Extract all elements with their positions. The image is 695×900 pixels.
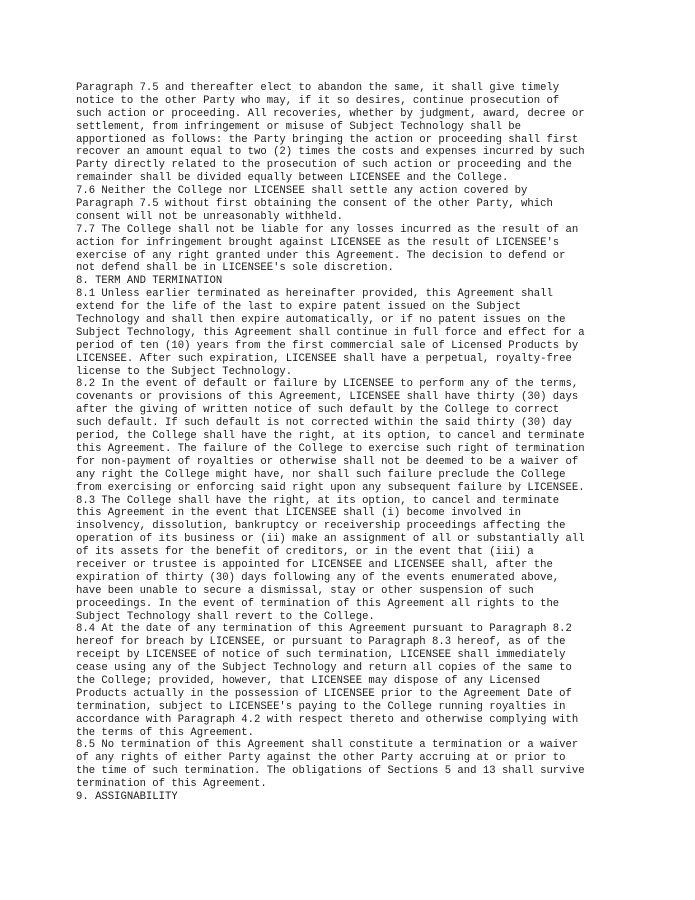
text-line: have been unable to secure a dismissal, stay or other suspension of such xyxy=(76,584,534,597)
text-line: period, the College shall have the right, at its option, to cancel and terminate xyxy=(76,430,585,443)
text-line: of any rights of either Party against the other Party accruing at or prior to xyxy=(76,752,566,765)
text-line: Products actually in the possession of LICENSEE prior to the Agreement Date of xyxy=(76,687,572,700)
text-line: proceedings. In the event of termination of this Agreement all rights to the xyxy=(76,597,560,610)
text-line: after the giving of written notice of such default by the College to correct xyxy=(76,404,560,417)
text-line: for non-payment of royalties or otherwise shall not be deemed to be a waiver of xyxy=(76,455,579,468)
text-line: insolvency, dissolution, bankruptcy or receivership proceedings affecting the xyxy=(76,520,566,533)
text-line: Paragraph 7.5 without first obtaining the consent of the other Party, which xyxy=(76,198,553,211)
text-line: LICENSEE. After such expiration, LICENSEE shall have a perpetual, royalty-free xyxy=(76,352,572,365)
text-line: recover an amount equal to two (2) times the costs and expenses incurred by such xyxy=(76,146,585,159)
text-line: operation of its business or (ii) make an assignment of all or substantially all xyxy=(76,533,585,546)
text-line: receipt by LICENSEE of notice of such termination, LICENSEE shall immediately xyxy=(76,649,566,662)
text-line: hereof for breach by LICENSEE, or pursuant to Paragraph 8.3 hereof, as of the xyxy=(76,636,566,649)
text-line: exercise of any right granted under this Agreement. The decision to defend or xyxy=(76,249,566,262)
clause-8-3-line: 8.3 The College shall have the right, at its option, to cancel and terminate xyxy=(76,494,560,507)
section-8-heading: 8. TERM AND TERMINATION xyxy=(76,275,223,288)
text-line: this Agreement in the event that LICENSEE shall (i) become involved in xyxy=(76,507,522,520)
text-line: accordance with Paragraph 4.2 with respect thereto and otherwise complying with xyxy=(76,713,579,726)
text-line: consent will not be unreasonably withheld. xyxy=(76,210,344,223)
text-line: the College; provided, however, that LICENSEE may dispose of any Licensed xyxy=(76,674,541,687)
text-line: license to the Subject Technology. xyxy=(76,365,293,378)
text-line: from exercising or enforcing said right upon any subsequent failure by LICENSEE. xyxy=(76,481,585,494)
clause-8-5-line: 8.5 No termination of this Agreement shall constitute a termination or a waiver xyxy=(76,739,579,752)
text-line: not defend shall be in LICENSEE's sole discretion. xyxy=(76,262,394,275)
document-body xyxy=(76,82,636,804)
text-line: action for infringement brought against LICENSEE as the result of LICENSEE's xyxy=(76,236,560,249)
text-line: notice to the other Party who may, if it so desires, continue prosecution of xyxy=(76,94,560,107)
text-line: settlement, from infringement or misuse of Subject Technology shall be xyxy=(76,120,522,133)
text-line: the terms of this Agreement. xyxy=(76,726,255,739)
text-line: Subject Technology, this Agreement shall continue in full force and effect for a xyxy=(76,326,585,339)
text-line: termination, subject to LICENSEE's paying to the College running royalties in xyxy=(76,700,566,713)
clause-7-7-line: 7.7 The College shall not be liable for any losses incurred as the result of an xyxy=(76,223,579,236)
text-line: Technology and shall then expire automatically, or if no patent issues on the xyxy=(76,314,566,327)
text-line: any right the College might have, nor shall such failure preclude the College xyxy=(76,468,566,481)
text-line: receiver or trustee is appointed for LICENSEE and LICENSEE shall, after the xyxy=(76,558,553,571)
text-line: termination of this Agreement. xyxy=(76,778,267,791)
text-line: Party directly related to the prosecution of such action or proceeding and the xyxy=(76,159,572,172)
text-line: extend for the life of the last to expire patent issued on the Subject xyxy=(76,301,522,314)
text-line: apportioned as follows: the Party bringing the action or proceeding shall first xyxy=(76,133,579,146)
text-line: remainder shall be divided equally between LICENSEE and the College. xyxy=(76,172,509,185)
text-line: of its assets for the benefit of creditors, or in the event that (iii) a xyxy=(76,546,534,559)
text-line: this Agreement. The failure of the College to exercise such right of termination xyxy=(76,442,585,455)
text-line: such action or proceeding. All recoveries, whether by judgment, award, decree or xyxy=(76,107,585,120)
text-line: Subject Technology shall revert to the College. xyxy=(76,610,375,623)
clause-8-4-line: 8.4 At the date of any termination of this Agreement pursuant to Paragraph 8.2 xyxy=(76,623,572,636)
clause-8-1-line: 8.1 Unless earlier terminated as hereinafter provided, this Agreement shall xyxy=(76,288,553,301)
text-line: Paragraph 7.5 and thereafter elect to abandon the same, it shall give timely xyxy=(76,82,560,94)
text-line: cease using any of the Subject Technology and return all copies of the same to xyxy=(76,662,572,675)
clause-7-6-line: 7.6 Neither the College nor LICENSEE shall settle any action covered by xyxy=(76,185,528,198)
text-line: covenants or provisions of this Agreement, LICENSEE shall have thirty (30) days xyxy=(76,391,579,404)
text-line: period of ten (10) years from the first commercial sale of Licensed Products by xyxy=(76,339,579,352)
text-line: expiration of thirty (30) days following any of the events enumerated above, xyxy=(76,571,560,584)
text-line: such default. If such default is not corrected within the said thirty (30) day xyxy=(76,417,572,430)
clause-8-2-line: 8.2 In the event of default or failure by LICENSEE to perform any of the terms, xyxy=(76,378,579,391)
text-line: the time of such termination. The obligations of Sections 5 and 13 shall survive xyxy=(76,765,585,778)
section-9-heading: 9. ASSIGNABILITY xyxy=(76,790,178,803)
